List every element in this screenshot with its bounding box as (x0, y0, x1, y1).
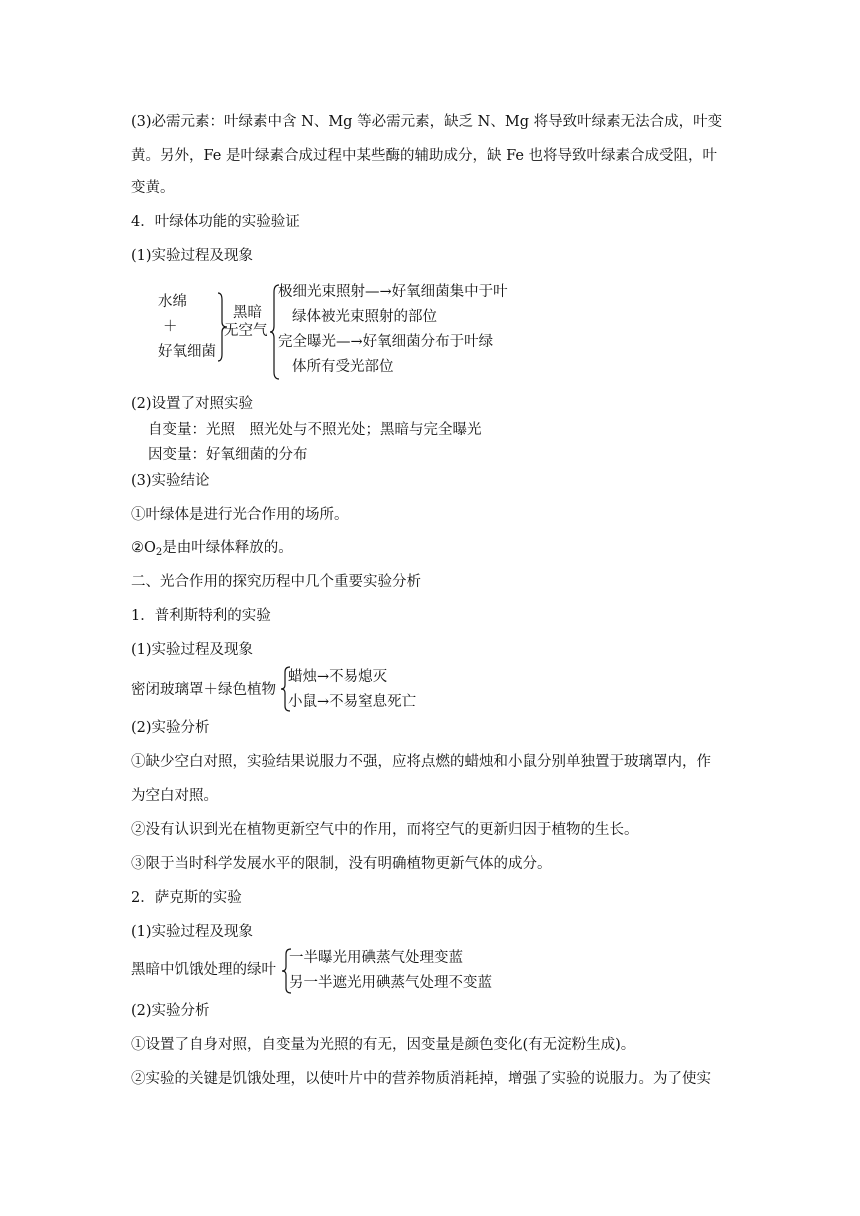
section-heading: 1．普利斯特利的实验 (131, 608, 271, 624)
analysis-item: ②实验的关键是饥饿处理，以使叶片中的营养物质消耗掉，增强了实验的说服力。为了使实 (131, 1071, 711, 1087)
diagram-left-item: ＋ (163, 319, 178, 335)
section-heading: 2．萨克斯的实验 (131, 890, 242, 906)
subheading: (1)实验过程及现象 (131, 642, 254, 658)
paragraph-line: 变黄。 (131, 180, 175, 196)
diagram-left-item: 好氧细菌 (158, 344, 216, 360)
section-heading: 二、光合作用的探究历程中几个重要实验分析 (131, 574, 421, 590)
section-heading: 4．叶绿体功能的实验验证 (131, 214, 300, 230)
diagram-condition: 无空气 (224, 323, 268, 339)
diagram-result: 体所有受光部位 (292, 359, 394, 375)
analysis-item: ②没有认识到光在植物更新空气中的作用，而将空气的更新归因于植物的生长。 (131, 822, 639, 838)
diagram-result: 蜡烛→不易熄灭 (288, 669, 388, 685)
subheading: (2)实验分析 (131, 1003, 210, 1019)
paragraph-line: 黄。另外，Fe 是叶绿素合成过程中某些酶的辅助成分，缺 Fe 也将导致叶绿素合成受阻，叶 (131, 148, 718, 164)
subheading: (3)实验结论 (131, 473, 210, 489)
diagram-result: 极细光束照射—→好氧细菌集中于叶 (278, 284, 508, 300)
diagram-result: 绿体被光束照射的部位 (292, 309, 437, 325)
analysis-item: ①缺少空白对照，实验结果说服力不强，应将点燃的蜡烛和小鼠分别单独置于玻璃罩内，作 (131, 754, 711, 770)
variable-line: 因变量：好氧细菌的分布 (148, 447, 308, 463)
subheading: (1)实验过程及现象 (131, 248, 254, 264)
paragraph-line: (3)必需元素：叶绿素中含 N、Mg 等必需元素，缺乏 N、Mg 将导致叶绿素无法合成，叶变 (131, 114, 723, 130)
variable-line: 自变量：光照 照光处与不照光处；黑暗与完全曝光 (148, 422, 482, 438)
analysis-item: ③限于当时科学发展水平的限制，没有明确植物更新气体的成分。 (131, 856, 552, 872)
analysis-item: 为空白对照。 (131, 788, 218, 804)
diagram-result: 另一半遮光用碘蒸气处理不变蓝 (289, 975, 492, 991)
conclusion-item: $②O_2$是由叶绿体释放的。 (131, 540, 293, 558)
subheading: (1)实验过程及现象 (131, 924, 254, 940)
diagram-left-item: 水绵 (158, 294, 187, 310)
diagram-result: 完全曝光—→好氧细菌分布于叶绿 (278, 334, 494, 350)
subheading: (2)设置了对照实验 (131, 396, 254, 412)
conclusion-item: ①叶绿体是进行光合作用的场所。 (131, 507, 349, 523)
diagram-left-item: 密闭玻璃罩＋绿色植物 (131, 682, 276, 698)
subheading: (2)实验分析 (131, 720, 210, 736)
diagram-condition: 黑暗 (233, 305, 262, 321)
diagram-left-item: 黑暗中饥饿处理的绿叶 (131, 962, 276, 978)
diagram-result: 一半曝光用碘蒸气处理变蓝 (289, 950, 463, 966)
diagram-result: 小鼠→不易窒息死亡 (288, 694, 417, 710)
analysis-item: ①设置了自身对照，自变量为光照的有无，因变量是颜色变化(有无淀粉生成)。 (131, 1037, 636, 1053)
